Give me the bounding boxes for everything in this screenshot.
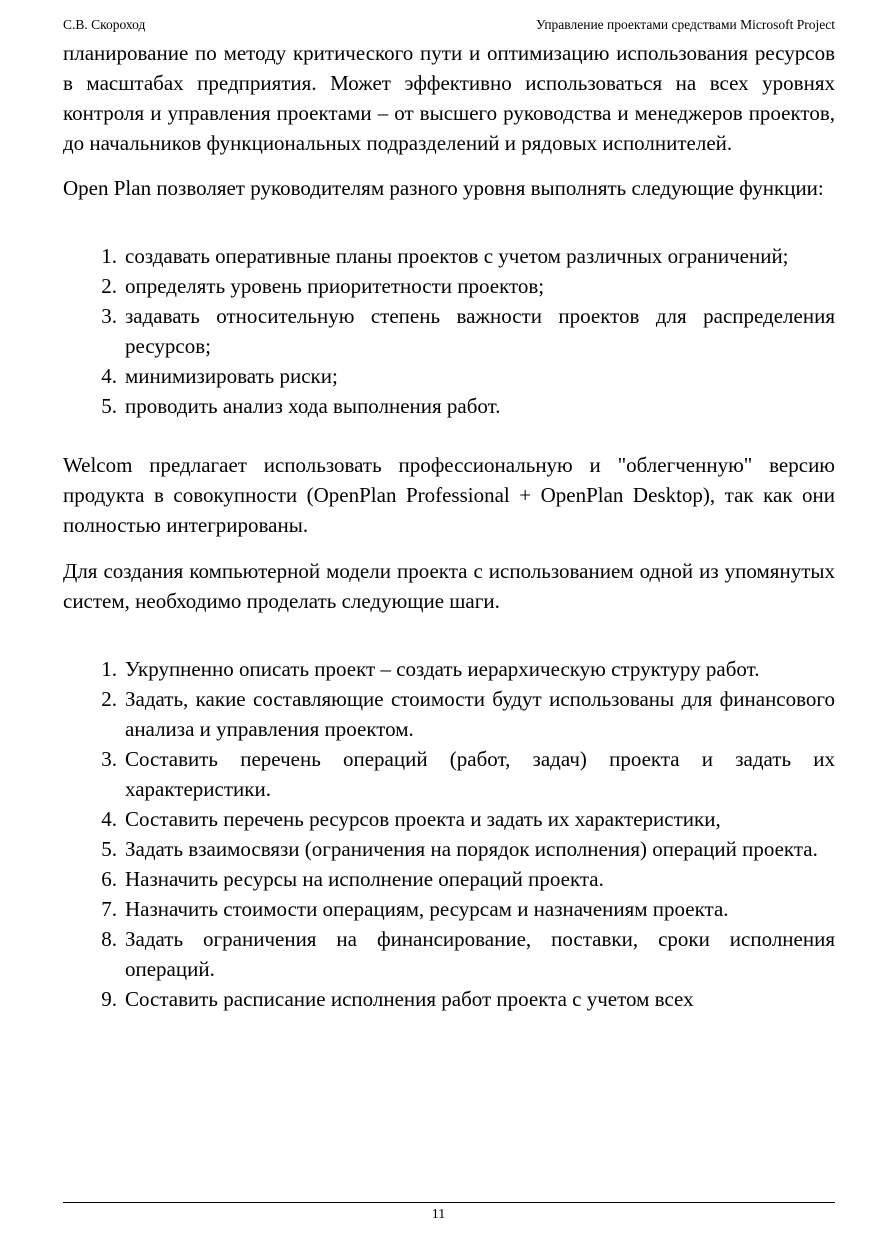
list-item-number: 7. xyxy=(101,897,117,921)
list-item-number: 2. xyxy=(101,274,117,298)
list-item xyxy=(63,241,835,271)
page-content xyxy=(63,38,835,1014)
footer-divider xyxy=(63,1202,835,1203)
list-item xyxy=(63,271,835,301)
list-item-number: 6. xyxy=(101,867,117,891)
list-item-text: проводить анализ хода выполнения работ. xyxy=(125,394,501,418)
list-item-text: создавать оперативные планы проектов с учетом различных ограничений; xyxy=(125,244,789,268)
paragraph: Open Plan позволяет руководителям разного уровня выполнять следующие функции: xyxy=(63,176,824,200)
list-item-number: 8. xyxy=(101,927,117,951)
list-item-text: Укрупненно описать проект – создать иерархическую структуру работ. xyxy=(125,657,760,681)
list-item xyxy=(63,924,835,984)
list-item-number: 1. xyxy=(101,657,117,681)
list-item-number: 2. xyxy=(101,687,117,711)
list-item-text: определять уровень приоритетности проектов; xyxy=(125,274,545,298)
steps-list xyxy=(63,654,835,1014)
list-item-number: 3. xyxy=(101,304,117,328)
list-item xyxy=(63,864,835,894)
list-item-text: Составить перечень ресурсов проекта и задать их характеристики, xyxy=(125,807,721,831)
list-item xyxy=(63,361,835,391)
header-author: С.В. Скороход xyxy=(63,17,146,32)
list-item-number: 5. xyxy=(101,394,117,418)
functions-list xyxy=(63,241,835,421)
list-item-number: 3. xyxy=(101,747,117,771)
list-item-text: Назначить стоимости операциям, ресурсам и назначениям проекта. xyxy=(125,897,729,921)
header-title: Управление проектами средствами Microsoft Project xyxy=(535,17,835,32)
list-item xyxy=(63,984,835,1014)
list-item xyxy=(63,301,835,361)
list-item-text: Составить расписание исполнения работ проекта с учетом всех xyxy=(125,987,694,1011)
paragraph: планирование по методу критического пути и оптимизацию использования ресурсов в масштабах предприятия. Может эффективно использоваться на всех уровнях контроля и управления проектами – от высшего руководства и менеджеров проектов, до начальников функциональных подразделений и рядовых исполнителей. xyxy=(63,41,835,155)
list-item xyxy=(63,894,835,924)
list-item-text: Назначить ресурсы на исполнение операций проекта. xyxy=(125,867,604,891)
list-item-text: минимизировать риски; xyxy=(125,364,338,388)
list-item xyxy=(63,834,835,864)
list-item-text: Задать, какие составляющие стоимости будут использованы для финансового анализа и управления проектом. xyxy=(125,687,835,741)
list-item-text: Составить перечень операций (работ, задач) проекта и задать их характеристики. xyxy=(125,747,835,801)
list-item xyxy=(63,744,835,804)
list-item xyxy=(63,684,835,744)
paragraph: Welcom предлагает использовать профессиональную и "облегченную" версию продукта в совокупности (OpenPlan Professional + OpenPlan Desktop), так как они полностью интегрированы. xyxy=(63,453,835,537)
paragraph: Для создания компьютерной модели проекта с использованием одной из упомянутых систем, необходимо проделать следующие шаги. xyxy=(63,559,835,613)
page-number: 11 xyxy=(431,1207,446,1222)
list-item-number: 9. xyxy=(101,987,117,1011)
list-item-number: 1. xyxy=(101,244,117,268)
list-item xyxy=(63,391,835,421)
list-item-number: 4. xyxy=(101,807,117,831)
list-item-number: 5. xyxy=(101,837,117,861)
list-item-number: 4. xyxy=(101,364,117,388)
list-item-text: Задать взаимосвязи (ограничения на порядок исполнения) операций проекта. xyxy=(125,837,818,861)
list-item-text: Задать ограничения на финансирование, поставки, сроки исполнения операций. xyxy=(125,927,835,981)
page-header xyxy=(63,16,835,34)
list-item xyxy=(63,654,835,684)
list-item xyxy=(63,804,835,834)
list-item-text: задавать относительную степень важности проектов для распределения ресурсов; xyxy=(125,304,835,358)
